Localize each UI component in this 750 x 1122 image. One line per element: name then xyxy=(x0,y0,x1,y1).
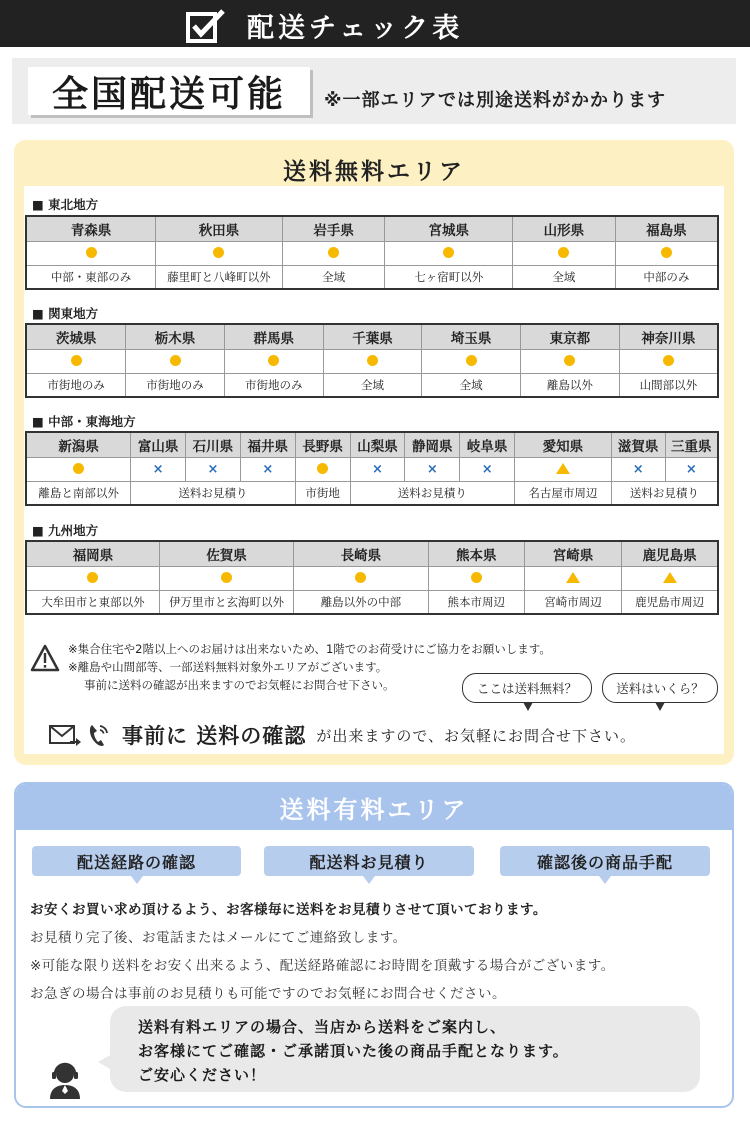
cross-mark: × xyxy=(426,462,438,477)
mark-cell xyxy=(513,241,616,265)
circle-mark xyxy=(466,355,477,366)
circle-mark xyxy=(355,572,366,583)
circle-mark xyxy=(663,355,674,366)
cross-mark: × xyxy=(207,462,219,477)
mark-cell xyxy=(131,457,186,481)
step-label: 配送料お見積り xyxy=(309,852,429,872)
phone-icon xyxy=(86,721,110,749)
warning-icon xyxy=(30,644,60,672)
kanto-table xyxy=(25,323,719,398)
triangle-mark xyxy=(663,572,677,583)
info-line: 送料有料エリアの場合、当店から送料をご案内し、 xyxy=(138,1018,507,1036)
cross-mark: × xyxy=(372,462,383,477)
bubble-text: 送料はいくら？ xyxy=(616,681,704,696)
circle-mark xyxy=(221,572,232,583)
pref-cell: 鹿児島県 xyxy=(622,541,718,566)
circle-mark xyxy=(87,572,98,583)
notice-line: ※離島や山間部等、一部送料無料対象外エリアがございます。 xyxy=(68,660,388,674)
cross-mark: × xyxy=(152,462,164,477)
mark-cell xyxy=(428,566,524,590)
pref-cell: 東京都 xyxy=(521,324,620,349)
note-cell: 伊万里市と玄海町以外 xyxy=(159,590,293,614)
circle-mark xyxy=(443,247,454,258)
pref-cell: 秋田県 xyxy=(156,216,283,241)
step-route-check xyxy=(32,846,241,876)
pref-cell: 新潟県 xyxy=(26,432,131,457)
mark-cell xyxy=(294,566,428,590)
mark-cell xyxy=(619,349,718,373)
mark-cell xyxy=(405,457,460,481)
cross-mark: × xyxy=(262,462,274,477)
mark-cell xyxy=(422,349,521,373)
pref-cell: 石川県 xyxy=(186,432,241,457)
circle-mark xyxy=(558,247,569,258)
paid-line: お安くお買い求め頂けるよう、お客様毎に送料をお見積りさせて頂いております。 xyxy=(30,902,547,918)
pref-cell: 群馬県 xyxy=(224,324,323,349)
step-arrangement xyxy=(500,846,710,876)
note-cell: 藤里町と八峰町以外 xyxy=(156,265,283,289)
circle-mark xyxy=(268,355,279,366)
free-area-title-text: 送料無料エリア xyxy=(283,158,465,185)
operator-icon xyxy=(46,1060,84,1100)
note-cell: 全域 xyxy=(323,373,422,397)
mark-cell xyxy=(240,457,295,481)
triangle-mark xyxy=(566,572,580,583)
step-estimate xyxy=(264,846,474,876)
region-label-kanto: ■ 関東地方 xyxy=(32,306,99,321)
mark-cell xyxy=(615,241,718,265)
note-cell: 離島以外 xyxy=(521,373,620,397)
paid-area-panel xyxy=(14,782,734,1108)
mark-cell xyxy=(26,457,131,481)
note-cell: 市街地のみ xyxy=(224,373,323,397)
mark-cell xyxy=(295,457,350,481)
note-cell: 宮崎市周辺 xyxy=(524,590,621,614)
checkbox-icon xyxy=(185,8,227,44)
pref-cell: 千葉県 xyxy=(323,324,422,349)
notice-line: 事前に送料の確認が出来ますのでお気軽にお問合せ下さい。 xyxy=(84,678,395,692)
cross-mark: × xyxy=(632,462,644,477)
note-cell: 山間部以外 xyxy=(619,373,718,397)
mark-cell xyxy=(282,241,385,265)
pref-cell: 富山県 xyxy=(131,432,186,457)
note-cell: 市街地のみ xyxy=(126,373,225,397)
pref-cell: 岐阜県 xyxy=(460,432,515,457)
note-cell: 市街地のみ xyxy=(26,373,126,397)
mark-cell xyxy=(521,349,620,373)
page-header xyxy=(0,0,750,47)
pref-cell: 滋賀県 xyxy=(611,432,665,457)
notice-line: ※集合住宅や2階以上へのお届けは出来ないため、1階でのお荷受けにご協力をお願いします。 xyxy=(68,642,551,656)
circle-mark xyxy=(213,247,224,258)
pref-cell: 宮城県 xyxy=(385,216,513,241)
mark-cell xyxy=(622,566,718,590)
page-title: 配送チェック表 xyxy=(247,13,464,44)
circle-mark xyxy=(471,572,482,583)
nationwide-banner xyxy=(12,58,736,124)
mark-cell xyxy=(156,241,283,265)
cross-mark: × xyxy=(481,462,493,477)
pref-cell: 長野県 xyxy=(295,432,350,457)
note-cell: 大牟田市と東部以外 xyxy=(26,590,159,614)
note-cell: 送料お見積り xyxy=(350,481,515,505)
pref-cell: 静岡県 xyxy=(405,432,460,457)
note-cell: 全域 xyxy=(513,265,616,289)
note-cell: 名古屋市周辺 xyxy=(515,481,612,505)
circle-mark xyxy=(73,463,84,474)
mark-cell xyxy=(524,566,621,590)
mark-cell xyxy=(665,457,718,481)
mark-cell xyxy=(224,349,323,373)
circle-mark xyxy=(317,463,328,474)
note-cell: 全域 xyxy=(282,265,385,289)
mark-cell xyxy=(26,241,156,265)
free-area-title xyxy=(256,148,492,190)
paid-line: お見積り完了後、お電話またはメールにてご連絡致します。 xyxy=(30,930,407,946)
paid-line: ※可能な限り送料をお安く出来るよう、配送経路確認にお時間を頂戴する場合がございます。 xyxy=(30,958,615,974)
pref-cell: 岩手県 xyxy=(282,216,385,241)
pref-cell: 三重県 xyxy=(665,432,718,457)
chubu-table xyxy=(25,431,719,506)
pref-cell: 福井県 xyxy=(240,432,295,457)
contact-lead: 事前に 送料の確認 xyxy=(122,724,307,748)
step-label: 配送経路の確認 xyxy=(76,852,196,872)
paid-area-title: 送料有料エリア xyxy=(16,784,732,830)
cross-mark: × xyxy=(685,462,697,477)
tohoku-table xyxy=(25,215,719,290)
region-label-tohoku: ■ 東北地方 xyxy=(32,197,99,212)
note-cell: 送料お見積り xyxy=(131,481,296,505)
pref-cell: 愛知県 xyxy=(515,432,612,457)
note-cell: 送料お見積り xyxy=(611,481,718,505)
nationwide-note: ※一部エリアでは別途送料がかかります xyxy=(324,90,667,111)
note-cell: 全域 xyxy=(422,373,521,397)
pref-cell: 福島県 xyxy=(615,216,718,241)
note-cell: 鹿児島市周辺 xyxy=(622,590,718,614)
pref-cell: 宮崎県 xyxy=(524,541,621,566)
note-cell: 市街地 xyxy=(295,481,350,505)
speech-bubble-cost xyxy=(602,673,718,703)
note-cell: 離島と南部以外 xyxy=(26,481,131,505)
mark-cell xyxy=(159,566,293,590)
circle-mark xyxy=(86,247,97,258)
step-label: 確認後の商品手配 xyxy=(536,852,673,872)
kyushu-table xyxy=(25,540,719,615)
pref-cell: 長崎県 xyxy=(294,541,428,566)
note-cell: 中部のみ xyxy=(615,265,718,289)
mark-cell xyxy=(385,241,513,265)
mark-cell xyxy=(460,457,515,481)
info-bubble xyxy=(110,1006,700,1092)
triangle-mark xyxy=(556,463,570,474)
note-cell: 離島以外の中部 xyxy=(294,590,428,614)
circle-mark xyxy=(328,247,339,258)
info-line: ご安心ください！ xyxy=(138,1066,267,1084)
bubble-text: ここは送料無料？ xyxy=(476,681,577,696)
pref-cell: 熊本県 xyxy=(428,541,524,566)
pref-cell: 山梨県 xyxy=(350,432,405,457)
note-cell: 熊本市周辺 xyxy=(428,590,524,614)
contact-rest: が出来ますので、お気軽にお問合せ下さい。 xyxy=(316,726,637,745)
pref-cell: 神奈川県 xyxy=(619,324,718,349)
info-line: お客様にてご確認・ご承諾頂いた後の商品手配となります。 xyxy=(138,1042,569,1060)
pref-cell: 埼玉県 xyxy=(422,324,521,349)
circle-mark xyxy=(564,355,575,366)
mark-cell xyxy=(26,349,126,373)
circle-mark xyxy=(71,355,82,366)
region-label-chubu: ■ 中部・東海地方 xyxy=(32,414,136,429)
pref-cell: 福岡県 xyxy=(26,541,159,566)
mark-cell xyxy=(323,349,422,373)
pref-cell: 山形県 xyxy=(513,216,616,241)
note-cell: 七ヶ宿町以外 xyxy=(385,265,513,289)
paid-line: お急ぎの場合は事前のお見積りも可能ですのでお気軽にお問合せください。 xyxy=(30,986,506,1002)
pref-cell: 青森県 xyxy=(26,216,156,241)
mark-cell xyxy=(186,457,241,481)
circle-mark xyxy=(170,355,181,366)
mark-cell xyxy=(126,349,225,373)
nationwide-title: 全国配送可能 xyxy=(28,67,310,115)
mark-cell xyxy=(611,457,665,481)
speech-bubble-free xyxy=(462,673,592,703)
region-label-kyushu: ■ 九州地方 xyxy=(32,523,99,538)
pref-cell: 佐賀県 xyxy=(159,541,293,566)
note-cell: 中部・東部のみ xyxy=(26,265,156,289)
pref-cell: 栃木県 xyxy=(126,324,225,349)
pref-cell: 茨城県 xyxy=(26,324,126,349)
mark-cell xyxy=(515,457,612,481)
mark-cell xyxy=(350,457,405,481)
mail-icon xyxy=(48,722,82,748)
contact-line xyxy=(48,720,636,750)
circle-mark xyxy=(367,355,378,366)
circle-mark xyxy=(661,247,672,258)
mark-cell xyxy=(26,566,159,590)
